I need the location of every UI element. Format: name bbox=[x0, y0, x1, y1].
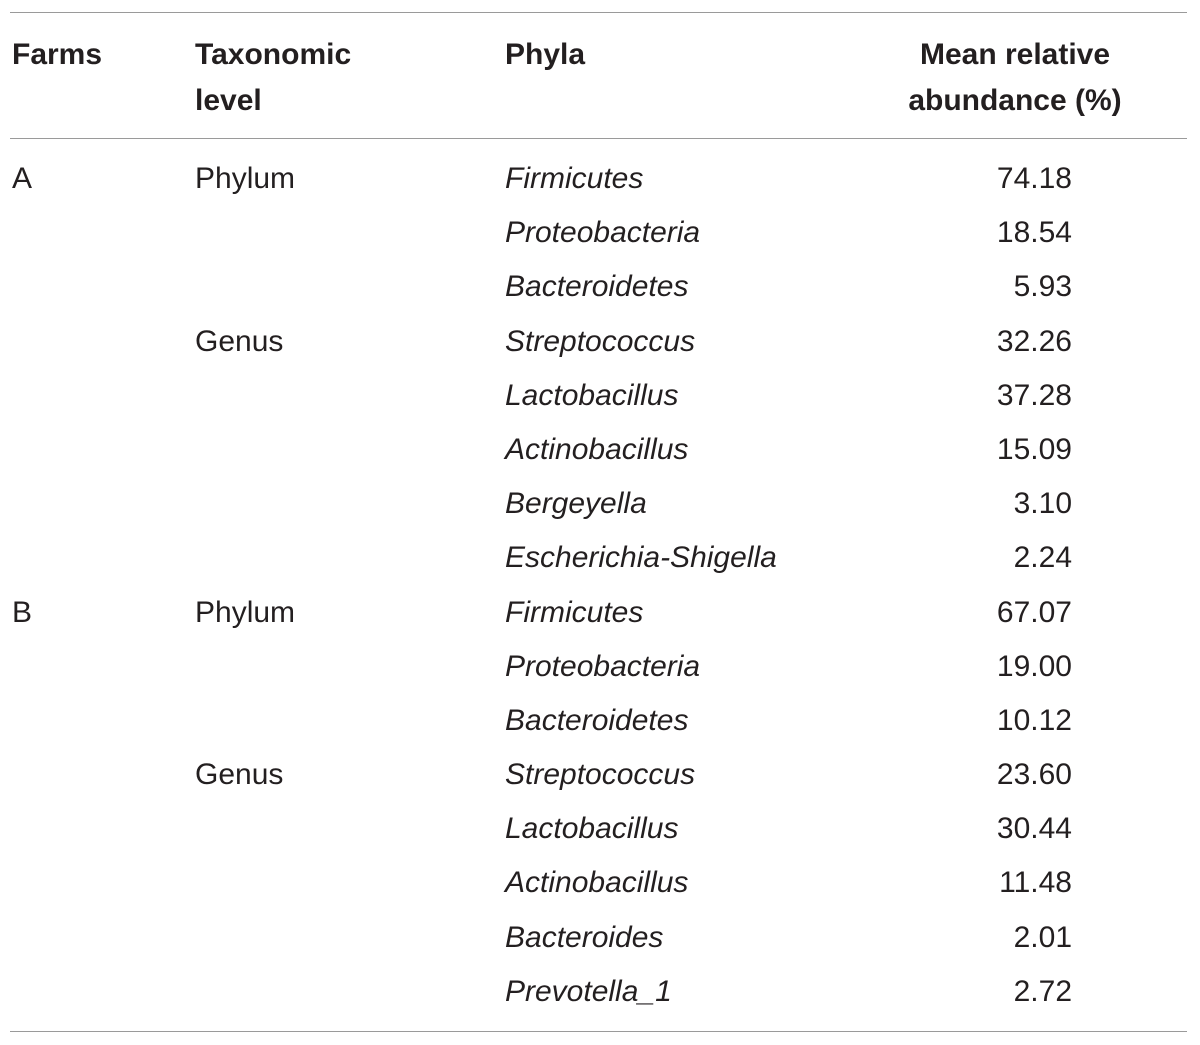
abundance-value-cell: 10.12 bbox=[996, 703, 1072, 737]
abundance-value-cell: 19.00 bbox=[996, 649, 1072, 683]
header-taxonomic-level-line2: level bbox=[195, 84, 262, 117]
header-abundance-line1: Mean relative bbox=[919, 38, 1111, 71]
abundance-value-cell: 3.10 bbox=[1013, 487, 1072, 521]
abundance-value-cell: 15.09 bbox=[996, 432, 1072, 466]
taxon-cell: Actinobacillus bbox=[505, 866, 689, 900]
table-row bbox=[0, 911, 1200, 965]
table-top-rule bbox=[10, 12, 1187, 13]
taxon-cell: Lactobacillus bbox=[505, 378, 679, 412]
abundance-value-cell: 18.54 bbox=[996, 216, 1072, 250]
table-row bbox=[0, 856, 1200, 910]
taxon-cell: Escherichia-Shigella bbox=[505, 541, 777, 575]
table-row bbox=[0, 206, 1200, 260]
abundance-value-cell: 32.26 bbox=[996, 324, 1072, 358]
taxonomic-level-cell: Phylum bbox=[195, 162, 296, 195]
table-row bbox=[0, 694, 1200, 748]
taxon-cell: Firmicutes bbox=[505, 595, 644, 629]
farm-cell: A bbox=[12, 162, 33, 195]
table-row bbox=[0, 965, 1200, 1019]
abundance-value-cell: 2.72 bbox=[1013, 974, 1072, 1008]
abundance-value-cell: 30.44 bbox=[996, 812, 1072, 846]
taxon-cell: Actinobacillus bbox=[505, 432, 689, 466]
abundance-value-cell: 2.24 bbox=[1013, 541, 1072, 575]
table-row bbox=[0, 748, 1200, 802]
header-abundance-line2: abundance (%) bbox=[908, 84, 1122, 117]
header-mean-relative-abundance bbox=[880, 32, 1150, 124]
taxon-cell: Bacteroides bbox=[505, 920, 664, 954]
abundance-value-cell: 2.01 bbox=[1013, 920, 1072, 954]
abundance-value-cell: 37.28 bbox=[996, 378, 1072, 412]
taxonomic-level-cell: Phylum bbox=[195, 595, 296, 629]
abundance-value-cell: 74.18 bbox=[996, 162, 1072, 195]
table-row bbox=[0, 315, 1200, 369]
taxonomic-level-cell: Genus bbox=[195, 758, 284, 792]
table-header bbox=[0, 32, 1200, 132]
table-row bbox=[0, 152, 1200, 206]
taxon-cell: Lactobacillus bbox=[505, 812, 679, 846]
header-phyla: Phyla bbox=[505, 38, 586, 71]
table-row bbox=[0, 260, 1200, 314]
taxon-cell: Firmicutes bbox=[505, 162, 644, 195]
table-row bbox=[0, 531, 1200, 585]
table-bottom-rule bbox=[10, 1031, 1187, 1032]
farm-cell: B bbox=[12, 595, 33, 629]
table-row bbox=[0, 369, 1200, 423]
taxon-cell: Bacteroidetes bbox=[505, 703, 689, 737]
table-row bbox=[0, 423, 1200, 477]
table-row bbox=[0, 477, 1200, 531]
taxon-cell: Streptococcus bbox=[505, 324, 696, 358]
taxon-cell: Bacteroidetes bbox=[505, 270, 689, 304]
abundance-value-cell: 5.93 bbox=[1013, 270, 1072, 304]
abundance-value-cell: 11.48 bbox=[999, 866, 1072, 900]
taxon-cell: Bergeyella bbox=[505, 487, 647, 521]
header-farms: Farms bbox=[12, 38, 103, 71]
taxon-cell: Prevotella_1 bbox=[505, 974, 672, 1008]
table-row bbox=[0, 640, 1200, 694]
taxon-cell: Proteobacteria bbox=[505, 216, 701, 250]
header-taxonomic-level-line1: Taxonomic bbox=[195, 38, 352, 71]
taxonomic-level-cell: Genus bbox=[195, 324, 284, 358]
taxon-cell: Streptococcus bbox=[505, 758, 696, 792]
table-header-rule bbox=[10, 138, 1187, 139]
table-body bbox=[0, 152, 1200, 1019]
abundance-value-cell: 67.07 bbox=[996, 595, 1072, 629]
header-taxonomic-level bbox=[195, 32, 351, 124]
taxon-cell: Proteobacteria bbox=[505, 649, 701, 683]
table-row bbox=[0, 586, 1200, 640]
abundance-value-cell: 23.60 bbox=[996, 758, 1072, 792]
table-row bbox=[0, 802, 1200, 856]
